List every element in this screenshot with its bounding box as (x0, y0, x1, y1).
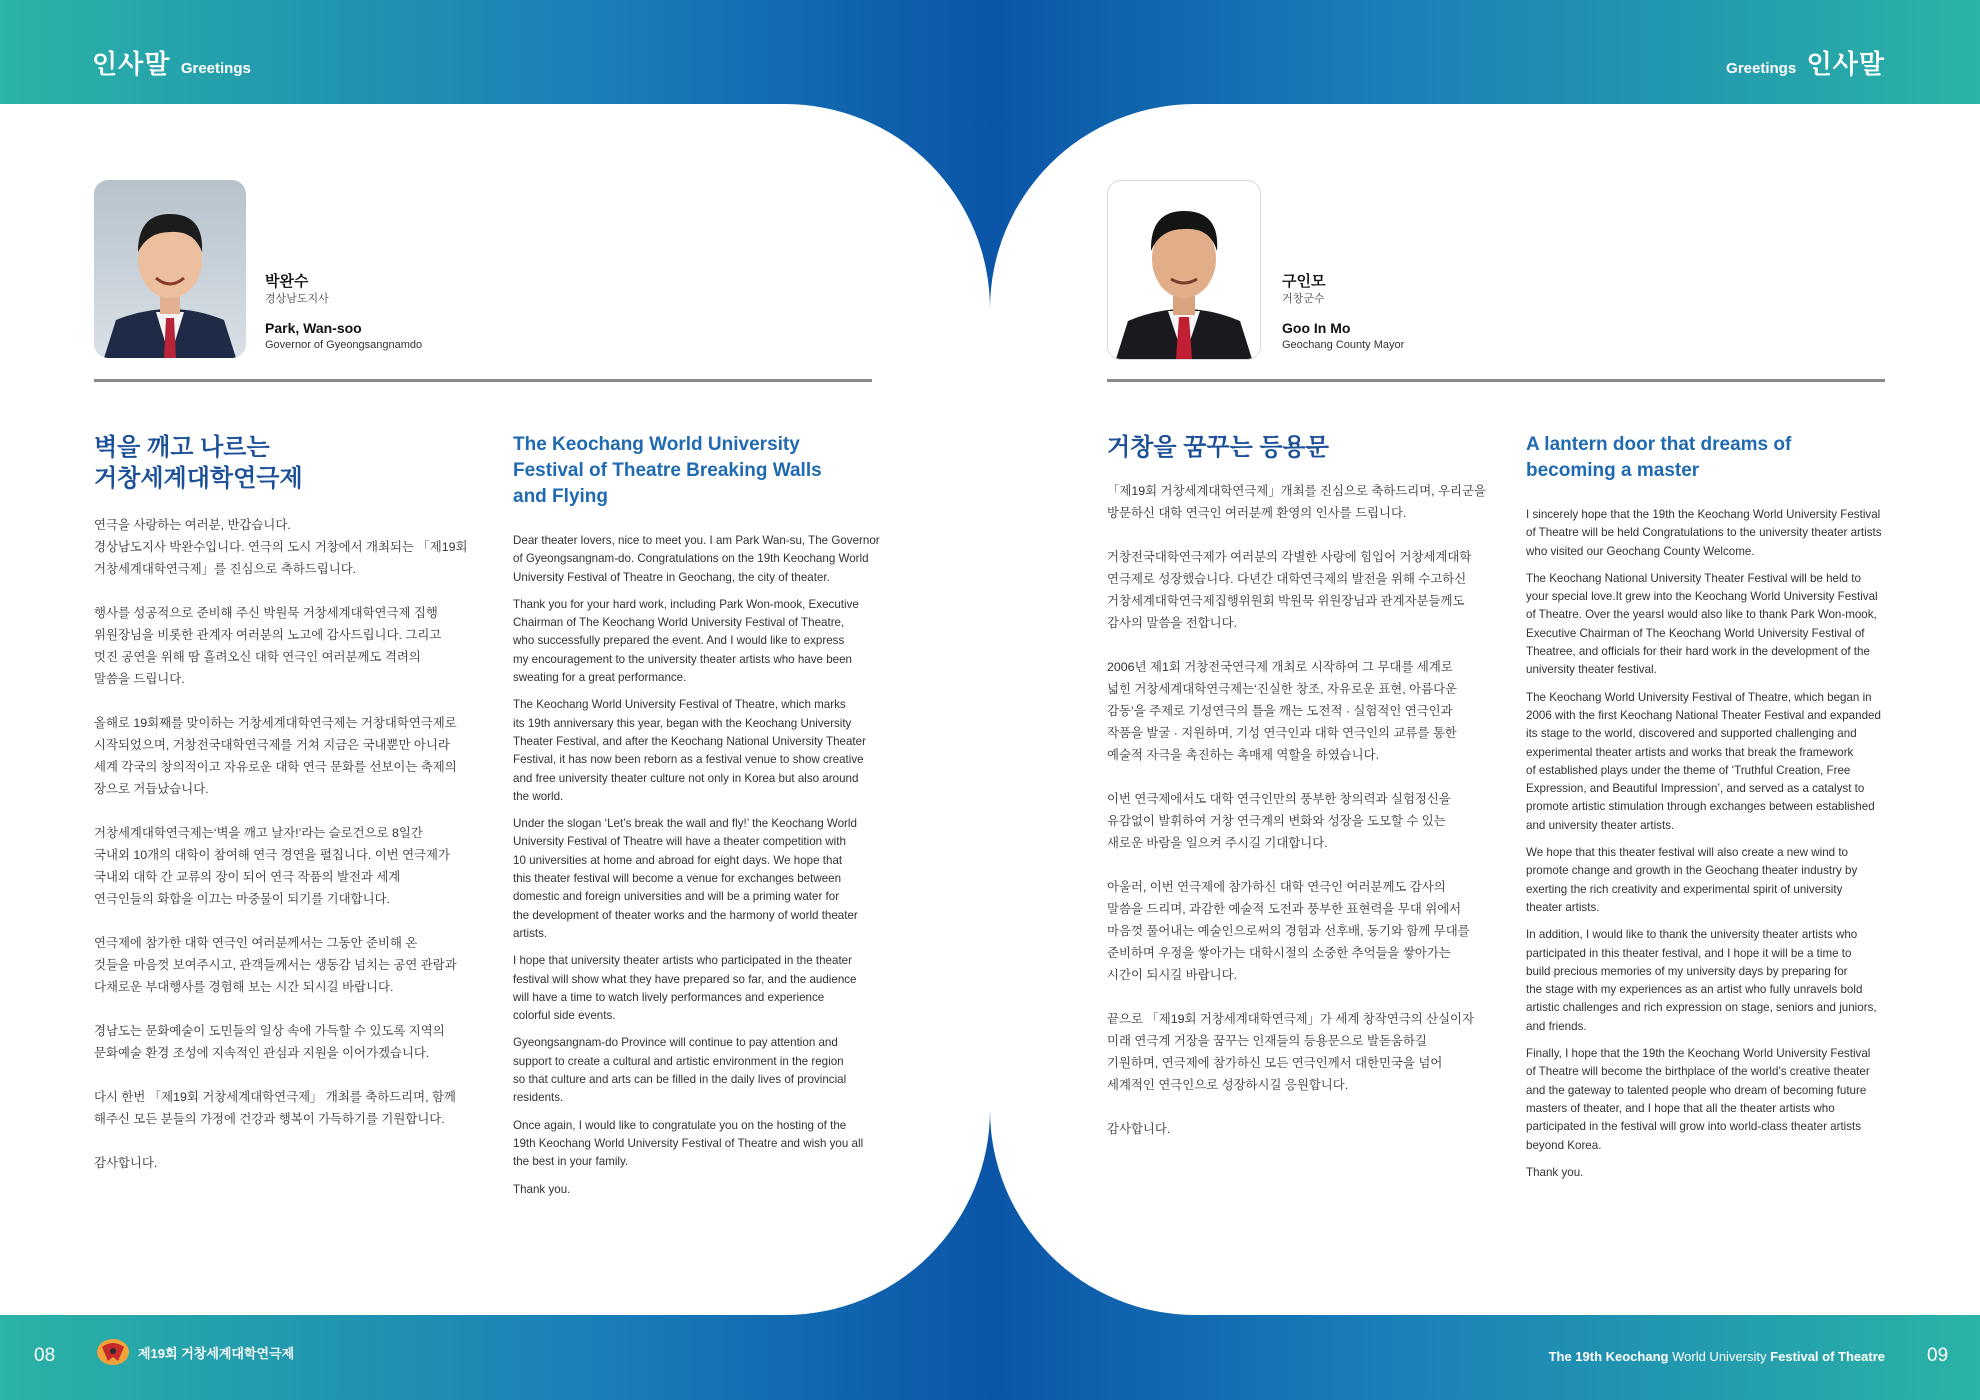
heading-line: Festival of Theatre Breaking Walls (513, 459, 822, 481)
korean-paragraph: 올해로 19회째를 맞이하는 거창세계대학연극제는 거창대학연극제로 시작되었으며, 거창전국대학연극제를 거쳐 지금은 국내뿐만 아니라 세계 각국의 창의적이고 자유로운 대학 연극 문화를 선보이는 축제의 장으로 거듭났습니다. (94, 716, 457, 796)
english-paragraph: Once again, I would like to congratulate you on the hosting of the 19th Keochang World University Festival of Theatre and wish you all the best in your family. (513, 1118, 864, 1169)
person-info (1282, 272, 1404, 353)
korean-paragraph: 이번 연극제에서도 대학 연극인만의 풍부한 창의력과 실험정신을 유감없이 발휘하여 거창 연극계의 변화와 성장을 도모할 수 있는 새로운 바람을 일으켜 주시길 기대합니다. (1107, 792, 1451, 850)
english-paragraph: Finally, I hope that the 19th the Keochang World University Festival of Theatre will become the birthplace of the world’s creative theater and the gateway to talented people who dream of becoming future masters of theater, and I hope that all the theater artists who participated in the festival will grow into world-class theater artists beyond Korea. (1526, 1047, 1871, 1152)
person-role-en: Governor of Gyeongsangnamdo (265, 338, 423, 351)
person-name-ko: 구인모 (1282, 273, 1326, 290)
person-role-en: Geochang County Mayor (1282, 338, 1405, 351)
person-name-en: Goo In Mo (1282, 320, 1351, 337)
page-number-right: 09 (1927, 1345, 1949, 1366)
person-info (265, 272, 422, 353)
footer-edition: 제19회 (138, 1345, 178, 1361)
korean-paragraph: 2006년 제1회 거창전국연극제 개최로 시작하여 그 무대를 세계로 넓힌 거창세계대학연극제는‘진실한 창조, 자유로운 표현, 아름다운 감동’을 주제로 기성연극의 틀을 깨는 도전적 · 실험적인 연극인과 작품을 발굴 · 지원하며, 기성 연극인과 대학 연극인의 교류를 통한 예술적 자극을 촉진하는 촉매제 역할을 하였습니다. (1107, 660, 1458, 762)
english-body (513, 532, 893, 1208)
korean-paragraph: 감사합니다. (94, 1156, 158, 1170)
korean-heading (1107, 432, 1487, 463)
heading-line: and Flying (513, 485, 608, 507)
korean-paragraph: 행사를 성공적으로 준비해 주신 박원묵 거창세계대학연극제 집행 위원장님을 비롯한 관계자 여러분의 노고에 감사드립니다. 그리고 멋진 공연을 위해 땀 흘려오신 대학 연극인 여러분께도 격려의 말씀을 드립니다. (94, 606, 442, 686)
english-paragraph: In addition, I would like to thank the university theater artists who participated in this theater festival, and I hope it will be a time to build precious memories of my university days by preparing for the stage with my experiences as an artist who fully unravels bold artistic challenges and rich expression on stage, seniors and juniors, and friends. (1526, 928, 1877, 1033)
section-title-ko: 인사말 (92, 49, 171, 79)
section-title-ko: 인사말 (1806, 49, 1885, 79)
footer-festival-name: 거창세계대학연극제 (181, 1345, 295, 1361)
person-name-en: Park, Wan-soo (265, 320, 362, 337)
footer-brand-left (96, 1337, 294, 1367)
portrait-mayor-image (1108, 181, 1260, 359)
english-paragraph: Thank you. (513, 1182, 571, 1196)
english-paragraph: The Keochang World University Festival of Theatre, which marks its 19th anniversary this year, began with the Keochang University Theater Festival, and after the Keochang National University Theater Festival, it has now been reborn as a festival venue to show creative and free university theater culture not only in Korea but also around the world. (513, 698, 866, 803)
english-paragraph: I hope that university theater artists who participated in the theater festival will show what they have prepared so far, and the audience will have a time to watch lively performances and experience colorful side events. (513, 954, 857, 1023)
footer-title-part1: The 19th Keochang (1548, 1349, 1669, 1364)
divider-rule (94, 379, 872, 382)
korean-paragraph: 연극을 사랑하는 여러분, 반갑습니다. 경상남도지사 박완수입니다. 연극의 도시 거창에서 개최되는 「제19회 거창세계대학연극제」를 진심으로 축하드립니다. (94, 518, 468, 576)
section-title-en: Greetings (180, 60, 251, 77)
english-heading (1526, 432, 1896, 484)
english-paragraph: Thank you for your hard work, including Park Won-mook, Executive Chairman of The Keochang World University Festival of Theatre, who successfully prepared the event. And I would like to express my encouragement to the university theater artists who have been sweating for a great performance. (513, 597, 859, 685)
heading-line: A lantern door that dreams of (1526, 434, 1792, 455)
heading-line: becoming a master (1526, 459, 1700, 481)
person-name-ko: 박완수 (265, 273, 309, 290)
korean-paragraph: 「제19회 거창세계대학연극제」개최를 진심으로 축하드리며, 우리군을 방문하신 대학 연극인 여러분께 환영의 인사를 드립니다. (1107, 484, 1486, 520)
korean-paragraph: 아울러, 이번 연극제에 참가하신 대학 연극인 여러분께도 감사의 말씀을 드리며, 과감한 예술적 도전과 풍부한 표현력을 무대 위에서 마음껏 풀어내는 예술인으로써의 경험과 선후배, 동기와 함께 무대를 준비하며 우정을 쌓아가는 대학시절의 소중한 추억들을 쌓아가는 시간이 되시길 바랍니다. (1107, 880, 1470, 982)
page-number-left: 08 (34, 1345, 56, 1366)
portrait-governor-image (94, 180, 246, 358)
korean-paragraph: 다시 한번 「제19회 거창세계대학연극제」 개최를 축하드리며, 함께 해주신 모든 분들의 가정에 건강과 행복이 가득하기를 기원합니다. (94, 1090, 456, 1126)
korean-paragraph: 거창전국대학연극제가 여러분의 각별한 사랑에 힘입어 거창세계대학 연극제로 성장했습니다. 다년간 대학연극제의 발전을 위해 수고하신 거창세계대학연극제집행위원회 박원묵 위원장님과 관계자분들께도 감사의 말씀을 전합니다. (1107, 550, 1472, 630)
korean-paragraph: 감사합니다. (1107, 1122, 1171, 1136)
section-title-en: Greetings (1726, 60, 1797, 77)
korean-body (1107, 480, 1497, 1162)
korean-paragraph: 끝으로 「제19회 거창세계대학연극제」가 세계 창작연극의 산실이자 미래 연극계 거장을 꿈꾸는 인재들의 등용문으로 발돋움하길 기원하며, 연극제에 참가하신 모든 연극인께서 대한민국을 넘어 세계적인 연극인으로 성장하시길 응원합니다. (1107, 1012, 1474, 1092)
heading-line: 벽을 깨고 나르는 (94, 434, 270, 461)
portrait-photo (94, 180, 246, 358)
english-paragraph: We hope that this theater festival will also create a new wind to promote change and growth in the Geochang theater industry by exerting the rich creativity and experimental spirit of university theater artists. (1526, 846, 1858, 914)
heading-line: The Keochang World University (513, 434, 800, 455)
english-paragraph: Gyeongsangnam-do Province will continue to pay attention and support to create a cultural and artistic environment in the region so that culture and arts can be filled in the daily lives of provincial residents. (513, 1036, 847, 1105)
person-role-ko: 거창군수 (1282, 293, 1325, 306)
english-body (1526, 506, 1906, 1191)
korean-body (94, 514, 484, 1196)
korean-paragraph: 거창세계대학연극제는‘벽을 깨고 날자!’라는 슬로건으로 8일간 국내외 10개의 대학이 참여해 연극 경연을 펼칩니다. 이번 연극제가 국내외 대학 간 교류의 장이 되어 연극 작품의 발전과 세계 연극인들의 화합을 이끄는 마중물이 되기를 기대합니다. (94, 826, 450, 906)
header-band (0, 0, 1980, 104)
footer-title-part3: Festival of Theatre (1770, 1349, 1885, 1364)
english-paragraph: Dear theater lovers, nice to meet you. I am Park Wan-su, The Governor of Gyeongsangnam-do. Congratulations on the 19th Keochang World University Festival of Theatre in Geochang, the city of theater. (513, 534, 880, 584)
english-paragraph: Thank you. (1526, 1165, 1584, 1179)
divider-rule (1107, 379, 1885, 382)
english-paragraph: The Keochang National University Theater Festival will be held to your special love.It grew into the Keochang World University Festival of Theatre. Over the yearsI would also like to thank Park Won-mook, Executive Chairman of The Keochang World University Festival of Theatree, and officials for their hard work in the development of the university theater festival. (1526, 571, 1878, 677)
page-left (0, 104, 990, 1315)
festival-logo-icon (96, 1337, 130, 1367)
korean-heading (94, 432, 474, 494)
footer-title-part2: World University (1672, 1349, 1767, 1364)
section-title-right (1720, 44, 1885, 81)
english-paragraph: The Keochang World University Festival of Theatre, which began in 2006 with the first Keochang National Theater Festival and expanded its stage to the world, discovered and supported challenging and experimental theater artists and works that break the framework of established plays under the theme of ‘Truthful Creation, Free Expression, and Beautiful Impression’, and served as a catalyst to promote artistic stimulation through exchanges between established and university theater artists. (1526, 690, 1881, 832)
section-title-left (92, 44, 257, 81)
english-paragraph: Under the slogan ‘Let’s break the wall and fly!’ the Keochang World University Festival of Theatre will have a theater competition with 10 universities at home and abroad for eight days. We hope that this theater festival will become a venue for exchanges between domestic and foreign universities and will be a priming water for the development of theater works and the harmony of world theater artists. (513, 817, 858, 940)
english-paragraph: I sincerely hope that the 19th the Keochang World University Festival of Theatre will be held Congratulations to the university theater artists who visited our Geochang County Welcome. (1526, 508, 1882, 558)
korean-paragraph: 연극제에 참가한 대학 연극인 여러분께서는 그동안 준비해 온 것들을 마음껏 보여주시고, 관객들께서는 생동감 넘치는 공연 관람과 다채로운 부대행사를 경험해 보는 시간 되시길 바랍니다. (94, 936, 457, 994)
english-heading (513, 432, 883, 509)
heading-line: 거창을 꿈꾸는 등용문 (1107, 434, 1329, 461)
footer-brand-right (1549, 1349, 1885, 1364)
korean-paragraph: 경남도는 문화예술이 도민들의 일상 속에 가득할 수 있도록 지역의 문화예술 환경 조성에 지속적인 관심과 지원을 이어가겠습니다. (94, 1024, 445, 1060)
person-role-ko: 경상남도지사 (265, 293, 329, 306)
page-right (990, 104, 1980, 1315)
heading-line: 거창세계대학연극제 (94, 465, 303, 493)
portrait-photo (1107, 180, 1261, 360)
